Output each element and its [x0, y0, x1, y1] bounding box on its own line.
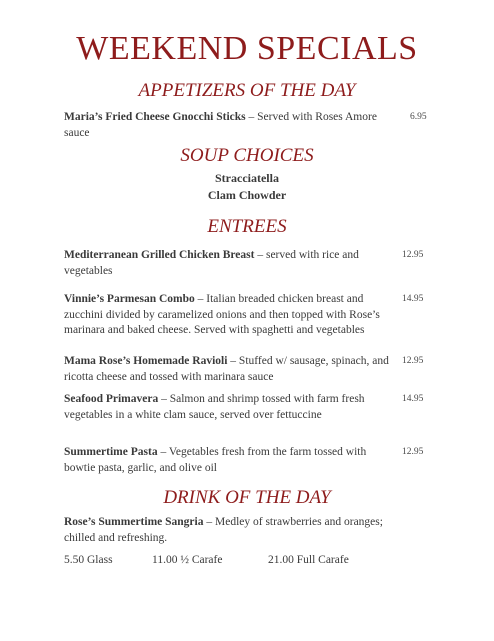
- item-name: Summertime Pasta: [64, 446, 158, 458]
- item-name: Mama Rose’s Homemade Ravioli: [64, 355, 228, 367]
- item-description: – Vegetables fresh from the farm tossed with bowtie pasta, garlic, and olive oil: [64, 446, 367, 474]
- item-description: – Salmon and shrimp tossed with farm fresh vegetables in a white clam sauce, served over fettuccine: [64, 393, 365, 421]
- entree-item: [64, 248, 394, 279]
- soup-item: Stracciatella: [215, 171, 279, 185]
- appetizers-heading: APPETIZERS OF THE DAY: [138, 80, 356, 101]
- drink-option-full-carafe: 21.00 Full Carafe: [268, 554, 349, 566]
- appetizer-item: [64, 110, 394, 141]
- item-name: Maria’s Fried Cheese Gnocchi Sticks: [64, 111, 246, 123]
- item-price: 12.95: [402, 447, 424, 457]
- item-price: 14.95: [402, 394, 424, 404]
- drink-option-half-carafe: 11.00 ½ Carafe: [152, 554, 223, 566]
- soup-item: Clam Chowder: [207, 188, 287, 202]
- item-price: 14.95: [402, 294, 424, 304]
- entrees-heading: ENTREES: [207, 216, 287, 237]
- item-price: 12.95: [402, 250, 424, 260]
- menu-title: WEEKEND SPECIALS: [76, 30, 418, 67]
- item-name: Seafood Primavera: [64, 393, 159, 405]
- item-price: 12.95: [402, 356, 424, 366]
- item-description: – served with rice and vegetables: [64, 249, 359, 277]
- entree-item: [64, 354, 394, 385]
- item-name: Rose’s Summertime Sangria: [64, 516, 204, 528]
- drink-heading: DRINK OF THE DAY: [163, 487, 331, 508]
- item-description: – Stuffed w/ sausage, spinach, and ricotta cheese and tossed with marinara sauce: [64, 355, 389, 383]
- entree-item: [64, 445, 394, 476]
- item-description: – Medley of strawberries and oranges; chilled and refreshing.: [64, 516, 383, 544]
- item-name: Vinnie’s Parmesan Combo: [64, 293, 195, 305]
- item-description: – Served with Roses Amore sauce: [64, 111, 377, 139]
- item-description: – Italian breaded chicken breast and zucchini divided by caramelized onions and then topped with Rose’s marinara and baked cheese. Served with spaghetti and vegetables: [64, 293, 380, 336]
- item-price: 6.95: [410, 112, 427, 122]
- soups-heading: SOUP CHOICES: [180, 145, 314, 166]
- drink-option-glass: 5.50 Glass: [64, 554, 113, 566]
- drink-item: [64, 515, 394, 546]
- entree-item: [64, 392, 394, 423]
- entree-item: [64, 292, 394, 339]
- item-name: Mediterranean Grilled Chicken Breast: [64, 249, 255, 261]
